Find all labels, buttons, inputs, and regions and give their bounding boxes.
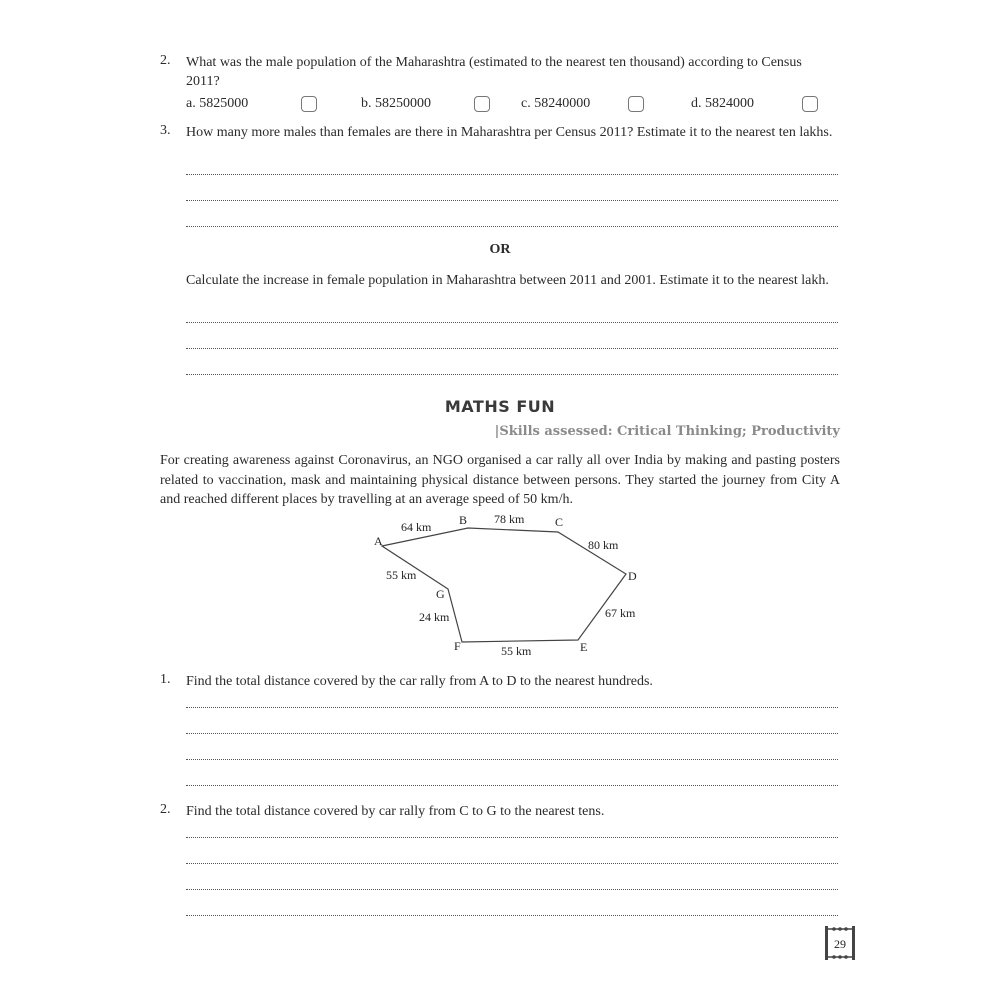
- section-title: MATHS FUN: [444, 397, 556, 416]
- question-number: 1.: [160, 672, 171, 687]
- or-label: OR: [489, 242, 511, 257]
- vertex-label: G: [436, 587, 445, 601]
- vertex-label: A: [374, 534, 383, 548]
- option-label: a. 5825000: [186, 96, 249, 111]
- edge-label: 67 km: [605, 606, 636, 620]
- question-number: 2.: [160, 802, 171, 817]
- option-label: d. 5824000: [691, 96, 754, 111]
- page-number-badge: [824, 925, 856, 961]
- question-number: 3.: [160, 123, 171, 138]
- answer-line[interactable]: [186, 837, 838, 838]
- abacus-frame-icon: [825, 926, 828, 960]
- vertex-label: C: [555, 515, 564, 529]
- answer-line[interactable]: [186, 759, 838, 760]
- vertex-label: D: [628, 569, 637, 583]
- question-text: How many more males than females are there in Maharashtra per Census 2011? Estimate it to the nearest ten lakhs.: [186, 125, 833, 140]
- question-number: 2.: [160, 53, 171, 68]
- answer-line[interactable]: [186, 733, 838, 734]
- vertex-label: B: [459, 513, 468, 527]
- answer-line[interactable]: [186, 707, 838, 708]
- vertex-label: F: [454, 639, 461, 653]
- question-text: What was the male population of the Maharashtra (estimated to the nearest ten thousand) according to Census 2011?: [186, 55, 802, 89]
- edge-label: 64 km: [401, 520, 432, 534]
- intro-paragraph: For creating awareness against Coronavirus, an NGO organised a car rally all over India by making and pasting posters related to vaccination, mask and maintaining physical distance between persons. They started the journey from City A and reached different places by travelling at an average speed of 50 km/h.: [160, 453, 840, 507]
- edge-label: 24 km: [419, 610, 450, 624]
- option-label: b. 58250000: [361, 96, 431, 111]
- question-text: Find the total distance covered by car rally from C to G to the nearest tens.: [186, 804, 605, 819]
- edge-label: 80 km: [588, 538, 619, 552]
- page-number: 29: [834, 937, 846, 951]
- edge-label: 55 km: [386, 568, 417, 582]
- skills-assessed: |Skills assessed: Critical Thinking; Productivity: [494, 424, 840, 439]
- edge-label: 55 km: [501, 644, 532, 658]
- answer-line[interactable]: [186, 863, 838, 864]
- alternate-question-text: Calculate the increase in female population in Maharashtra between 2011 and 2001. Estimate it to the nearest lakh.: [186, 273, 829, 288]
- question-text: Find the total distance covered by the car rally from A to D to the nearest hundreds.: [186, 674, 653, 689]
- answer-line[interactable]: [186, 889, 838, 890]
- answer-line[interactable]: [186, 915, 838, 916]
- answer-line[interactable]: [186, 785, 838, 786]
- edge-label: 78 km: [494, 512, 525, 526]
- vertex-label: E: [580, 640, 588, 654]
- option-label: c. 58240000: [521, 96, 591, 111]
